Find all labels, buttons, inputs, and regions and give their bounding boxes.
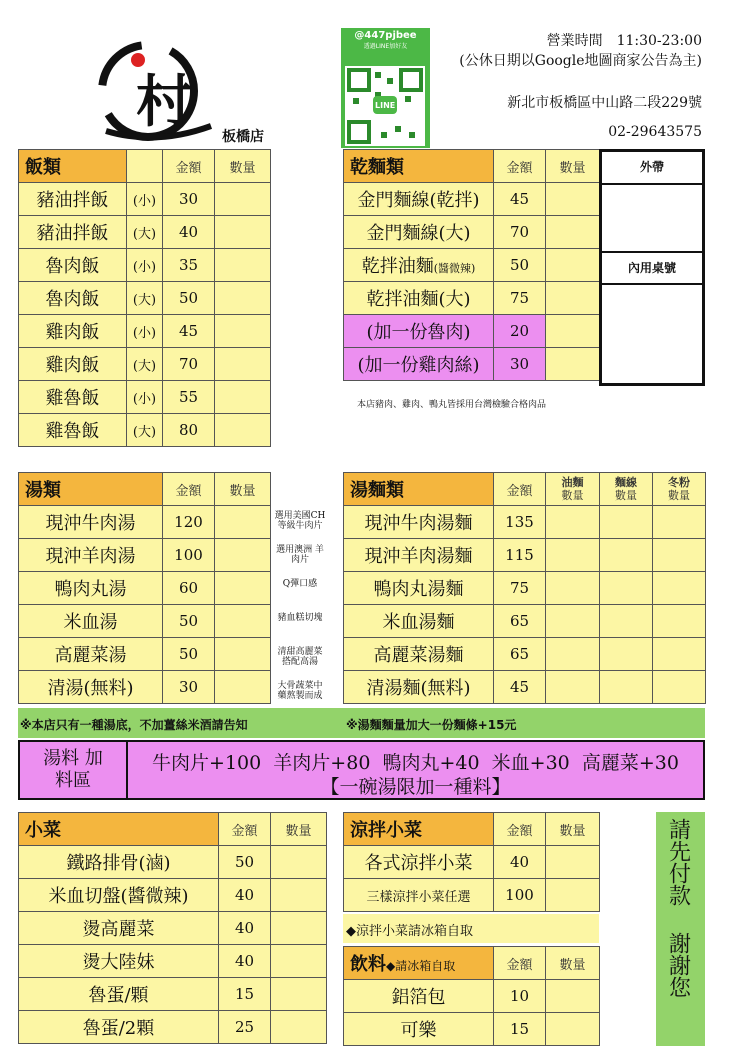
- item-name: 現沖牛肉湯: [19, 506, 163, 539]
- item-price: 75: [494, 282, 546, 315]
- item-name: (加一份雞肉絲): [344, 348, 494, 381]
- table-row: [344, 846, 600, 879]
- rice-price-header: 金額: [163, 150, 215, 183]
- rice-title: 飯類: [19, 150, 127, 183]
- soup-noodle-price-header: 金額: [494, 473, 546, 506]
- qty-cell[interactable]: [215, 183, 271, 216]
- qty-vermicelli-cell[interactable]: [653, 605, 706, 638]
- table-row: [19, 539, 271, 572]
- table-row: [344, 315, 600, 348]
- qty-cell[interactable]: [546, 846, 600, 879]
- drinks-price-header: 金額: [494, 947, 546, 980]
- item-name: 現沖羊肉湯: [19, 539, 163, 572]
- line-qr[interactable]: [341, 28, 430, 148]
- table-row: [344, 216, 600, 249]
- qty-oil-cell[interactable]: [546, 638, 600, 671]
- item-price: 10: [494, 980, 546, 1013]
- item-size: (大): [127, 216, 163, 249]
- item-price: 50: [494, 249, 546, 282]
- table-row: [19, 879, 327, 912]
- item-name: 鴨肉丸湯麵: [344, 572, 494, 605]
- table-row: [344, 572, 706, 605]
- table-row: [19, 671, 271, 704]
- qty-vermicelli-cell[interactable]: [653, 506, 706, 539]
- soup-item-note: 大骨蔬菜中 藥熬製而成: [277, 681, 323, 701]
- table-row: [19, 249, 271, 282]
- cold-note-text: ◆涼拌小菜請冰箱自取: [346, 924, 473, 939]
- qty-cell[interactable]: [271, 1011, 327, 1044]
- qr-handle: @447pjbee: [354, 30, 417, 41]
- table-row: [19, 315, 271, 348]
- rice-qty-header: 數量: [215, 150, 271, 183]
- addon-panel: [18, 740, 705, 800]
- qty-thread-cell[interactable]: [600, 638, 653, 671]
- item-name: 鋁箔包: [344, 980, 494, 1013]
- table-row: [344, 539, 706, 572]
- table-row: [19, 945, 327, 978]
- item-name: 雞魯飯: [19, 381, 127, 414]
- item-name: 金門麵線(乾拌): [344, 183, 494, 216]
- qty-cell[interactable]: [215, 216, 271, 249]
- soup-base-note: ※本店只有一種湯底，不加薑絲米酒請告知: [20, 718, 248, 732]
- soup-item-note: 選用澳洲 羊肉片: [276, 545, 324, 565]
- table-row: [344, 671, 706, 704]
- item-name: 雞魯飯: [19, 414, 127, 447]
- qty-cell[interactable]: [215, 381, 271, 414]
- table-row: [19, 846, 327, 879]
- pay-first-banner: [656, 812, 705, 1046]
- table-row: [344, 506, 706, 539]
- table-row: [19, 572, 271, 605]
- soup-table: [18, 472, 271, 704]
- item-price: 45: [494, 183, 546, 216]
- soup-notice-bar: [18, 708, 705, 738]
- qty-oil-cell[interactable]: [546, 506, 600, 539]
- item-name: 米血湯麵: [344, 605, 494, 638]
- item-name: 金門麵線(大): [344, 216, 494, 249]
- qty-cell[interactable]: [546, 315, 600, 348]
- item-price: 70: [494, 216, 546, 249]
- item-price: 45: [163, 315, 215, 348]
- logo-text: 村: [136, 69, 192, 135]
- item-price: 15: [219, 978, 271, 1011]
- item-price: 40: [219, 945, 271, 978]
- qty-cell[interactable]: [215, 671, 271, 704]
- noodle-type-thread-header: 麵線 數量: [600, 473, 653, 506]
- qty-vermicelli-cell[interactable]: [653, 539, 706, 572]
- qty-cell[interactable]: [215, 414, 271, 447]
- qty-cell[interactable]: [271, 945, 327, 978]
- table-row: [344, 980, 600, 1013]
- item-price: 100: [163, 539, 215, 572]
- item-price: 15: [494, 1013, 546, 1046]
- item-price: 75: [494, 572, 546, 605]
- qty-vermicelli-cell[interactable]: [653, 572, 706, 605]
- soup-title: 湯類: [19, 473, 163, 506]
- qty-cell[interactable]: [546, 348, 600, 381]
- item-name: 可樂: [344, 1013, 494, 1046]
- takeout-field[interactable]: [602, 185, 702, 253]
- item-name: 雞肉飯: [19, 348, 127, 381]
- cold-dish-table: [343, 812, 600, 912]
- soup-price-header: 金額: [163, 473, 215, 506]
- thanks-text: 謝謝您: [665, 932, 691, 998]
- qty-oil-cell[interactable]: [546, 539, 600, 572]
- dry-qty-header: 數量: [546, 150, 600, 183]
- item-name: 各式涼拌小菜: [344, 846, 494, 879]
- item-price: 55: [163, 381, 215, 414]
- item-name: 雞肉飯: [19, 315, 127, 348]
- item-size: (小): [127, 249, 163, 282]
- qty-cell[interactable]: [215, 282, 271, 315]
- holiday-note: (公休日期以Google地圖商家公告為主): [459, 53, 702, 69]
- qr-line-label: LINE: [375, 101, 396, 110]
- qty-cell[interactable]: [215, 506, 271, 539]
- side-title: 小菜: [19, 813, 219, 846]
- item-size: (小): [127, 381, 163, 414]
- pay-first-text: 請先付款: [665, 818, 691, 906]
- soup-qty-header: 數量: [215, 473, 271, 506]
- table-row: [19, 282, 271, 315]
- cold-qty-header: 數量: [546, 813, 600, 846]
- item-name: 米血湯: [19, 605, 163, 638]
- addon-label: 湯料 加料區: [20, 742, 128, 798]
- qty-cell[interactable]: [215, 249, 271, 282]
- item-size: (大): [127, 414, 163, 447]
- qty-cell[interactable]: [271, 978, 327, 1011]
- table-row: [19, 638, 271, 671]
- qty-cell[interactable]: [546, 980, 600, 1013]
- address: 新北市板橋區中山路二段229號: [507, 95, 702, 111]
- table-row: [19, 183, 271, 216]
- qty-cell[interactable]: [546, 1013, 600, 1046]
- noodle-type-oil-header: 油麵 數量: [546, 473, 600, 506]
- addon-items: 牛肉片+100 羊肉片+80 鴨肉丸+40 米血+30 高麗菜+30: [152, 752, 679, 774]
- qr-caption: 透過LINE加好友: [363, 43, 408, 50]
- item-name: 現沖羊肉湯麵: [344, 539, 494, 572]
- qty-thread-cell[interactable]: [600, 605, 653, 638]
- table-row: [344, 348, 600, 381]
- drinks-title: 飲料◆請冰箱自取: [344, 947, 494, 980]
- item-price: 115: [494, 539, 546, 572]
- qty-cell[interactable]: [215, 348, 271, 381]
- item-name: 魯肉飯: [19, 282, 127, 315]
- item-price: 120: [163, 506, 215, 539]
- qty-oil-cell[interactable]: [546, 671, 600, 704]
- table-row: [19, 506, 271, 539]
- dry-noodle-table: [343, 149, 600, 381]
- qty-thread-cell[interactable]: [600, 572, 653, 605]
- table-row: [19, 381, 271, 414]
- logo: [86, 36, 226, 146]
- qty-cell[interactable]: [215, 572, 271, 605]
- cold-price-header: 金額: [494, 813, 546, 846]
- table-row: [344, 879, 600, 912]
- item-price: 25: [219, 1011, 271, 1044]
- item-name: 豬油拌飯: [19, 183, 127, 216]
- qty-vermicelli-cell[interactable]: [653, 671, 706, 704]
- table-row: [344, 282, 600, 315]
- item-name: 燙大陸妹: [19, 945, 219, 978]
- item-name: 鴨肉丸湯: [19, 572, 163, 605]
- item-name: 豬油拌飯: [19, 216, 127, 249]
- addon-limit: 【一碗湯限加一種料】: [320, 776, 511, 798]
- qty-thread-cell[interactable]: [600, 506, 653, 539]
- item-price: 30: [494, 348, 546, 381]
- side-price-header: 金額: [219, 813, 271, 846]
- item-price: 65: [494, 638, 546, 671]
- qty-cell[interactable]: [271, 846, 327, 879]
- table-row: [344, 605, 706, 638]
- item-name: 米血切盤(醬微辣): [19, 879, 219, 912]
- item-size: (小): [127, 183, 163, 216]
- item-name: (加一份魯肉): [344, 315, 494, 348]
- item-price: 40: [219, 879, 271, 912]
- branch-name: 板橋店: [222, 129, 264, 145]
- soup-noodle-table: [343, 472, 706, 704]
- item-price: 40: [494, 846, 546, 879]
- qty-thread-cell[interactable]: [600, 671, 653, 704]
- dry-noodle-title: 乾麵類: [344, 150, 494, 183]
- item-price: 45: [494, 671, 546, 704]
- item-name: 三樣涼拌小菜任選: [344, 879, 494, 912]
- qty-oil-cell[interactable]: [546, 605, 600, 638]
- table-row: [344, 249, 600, 282]
- table-row: [344, 1013, 600, 1046]
- qty-cell[interactable]: [215, 638, 271, 671]
- item-price: 65: [494, 605, 546, 638]
- item-name: 乾拌油麵(醬微辣): [344, 249, 494, 282]
- item-size: (小): [127, 315, 163, 348]
- meat-origin-note: 本店豬肉、雞肉、鴨丸皆採用台灣檢驗合格肉品: [357, 400, 547, 410]
- item-price: 100: [494, 879, 546, 912]
- item-price: 50: [163, 605, 215, 638]
- soup-item-note: Q彈口感: [282, 579, 318, 589]
- table-number-field[interactable]: [602, 285, 702, 381]
- noodle-type-vermicelli-header: 冬粉 數量: [653, 473, 706, 506]
- qty-cell[interactable]: [546, 282, 600, 315]
- side-dish-table: [18, 812, 327, 1044]
- item-name: 現沖牛肉湯麵: [344, 506, 494, 539]
- item-price: 80: [163, 414, 215, 447]
- qty-cell[interactable]: [546, 879, 600, 912]
- qr-code-icon: [345, 66, 425, 146]
- item-price: 60: [163, 572, 215, 605]
- takeout-label: 外帶: [602, 152, 702, 185]
- soup-item-note: 清甜高麗菜 搭配高湯: [277, 647, 323, 667]
- table-number-label: 內用桌號: [602, 253, 702, 285]
- drinks-table: [343, 946, 600, 1046]
- table-row: [344, 183, 600, 216]
- dry-price-header: 金額: [494, 150, 546, 183]
- qty-vermicelli-cell[interactable]: [653, 638, 706, 671]
- item-price: 35: [163, 249, 215, 282]
- item-name: 魯蛋/2顆: [19, 1011, 219, 1044]
- item-name: 乾拌油麵(大): [344, 282, 494, 315]
- table-row: [19, 605, 271, 638]
- item-price: 50: [163, 638, 215, 671]
- table-row: [344, 638, 706, 671]
- qty-cell[interactable]: [546, 183, 600, 216]
- qty-cell[interactable]: [271, 912, 327, 945]
- table-row: [19, 414, 271, 447]
- item-name: 清湯(無料): [19, 671, 163, 704]
- item-name: 清湯麵(無料): [344, 671, 494, 704]
- qty-cell[interactable]: [271, 879, 327, 912]
- side-qty-header: 數量: [271, 813, 327, 846]
- drinks-qty-header: 數量: [546, 947, 600, 980]
- phone: 02-29643575: [608, 124, 702, 140]
- noodle-upsize-note: ※湯麵麵量加大一份麵條+15元: [346, 718, 517, 732]
- qty-cell[interactable]: [546, 216, 600, 249]
- item-name: 鐵路排骨(滷): [19, 846, 219, 879]
- table-row: [19, 912, 327, 945]
- table-row: [19, 978, 327, 1011]
- qty-thread-cell[interactable]: [600, 539, 653, 572]
- business-hours: 營業時間 11:30-23:00: [546, 33, 702, 49]
- qty-cell[interactable]: [546, 249, 600, 282]
- takeout-box[interactable]: [599, 149, 705, 386]
- item-price: 50: [219, 846, 271, 879]
- cold-title: 涼拌小菜: [344, 813, 494, 846]
- item-name: 高麗菜湯麵: [344, 638, 494, 671]
- item-size: (大): [127, 348, 163, 381]
- item-price: 70: [163, 348, 215, 381]
- item-name: 魯肉飯: [19, 249, 127, 282]
- item-price: 135: [494, 506, 546, 539]
- item-size: (大): [127, 282, 163, 315]
- qty-oil-cell[interactable]: [546, 572, 600, 605]
- item-price: 40: [219, 912, 271, 945]
- item-price: 20: [494, 315, 546, 348]
- item-price: 50: [163, 282, 215, 315]
- qty-cell[interactable]: [215, 605, 271, 638]
- soup-item-note: 選用美國CH 等級牛肉片: [274, 511, 326, 531]
- qty-cell[interactable]: [215, 315, 271, 348]
- rice-table: [18, 149, 271, 447]
- item-name: 魯蛋/顆: [19, 978, 219, 1011]
- item-name: 高麗菜湯: [19, 638, 163, 671]
- table-row: [19, 1011, 327, 1044]
- table-row: [19, 216, 271, 249]
- soup-noodle-title: 湯麵類: [344, 473, 494, 506]
- qty-cell[interactable]: [215, 539, 271, 572]
- cold-fridge-note: [343, 914, 599, 943]
- soup-item-note: 豬血糕切塊: [277, 613, 323, 623]
- table-row: [19, 348, 271, 381]
- item-name: 燙高麗菜: [19, 912, 219, 945]
- item-price: 30: [163, 183, 215, 216]
- item-price: 30: [163, 671, 215, 704]
- item-price: 40: [163, 216, 215, 249]
